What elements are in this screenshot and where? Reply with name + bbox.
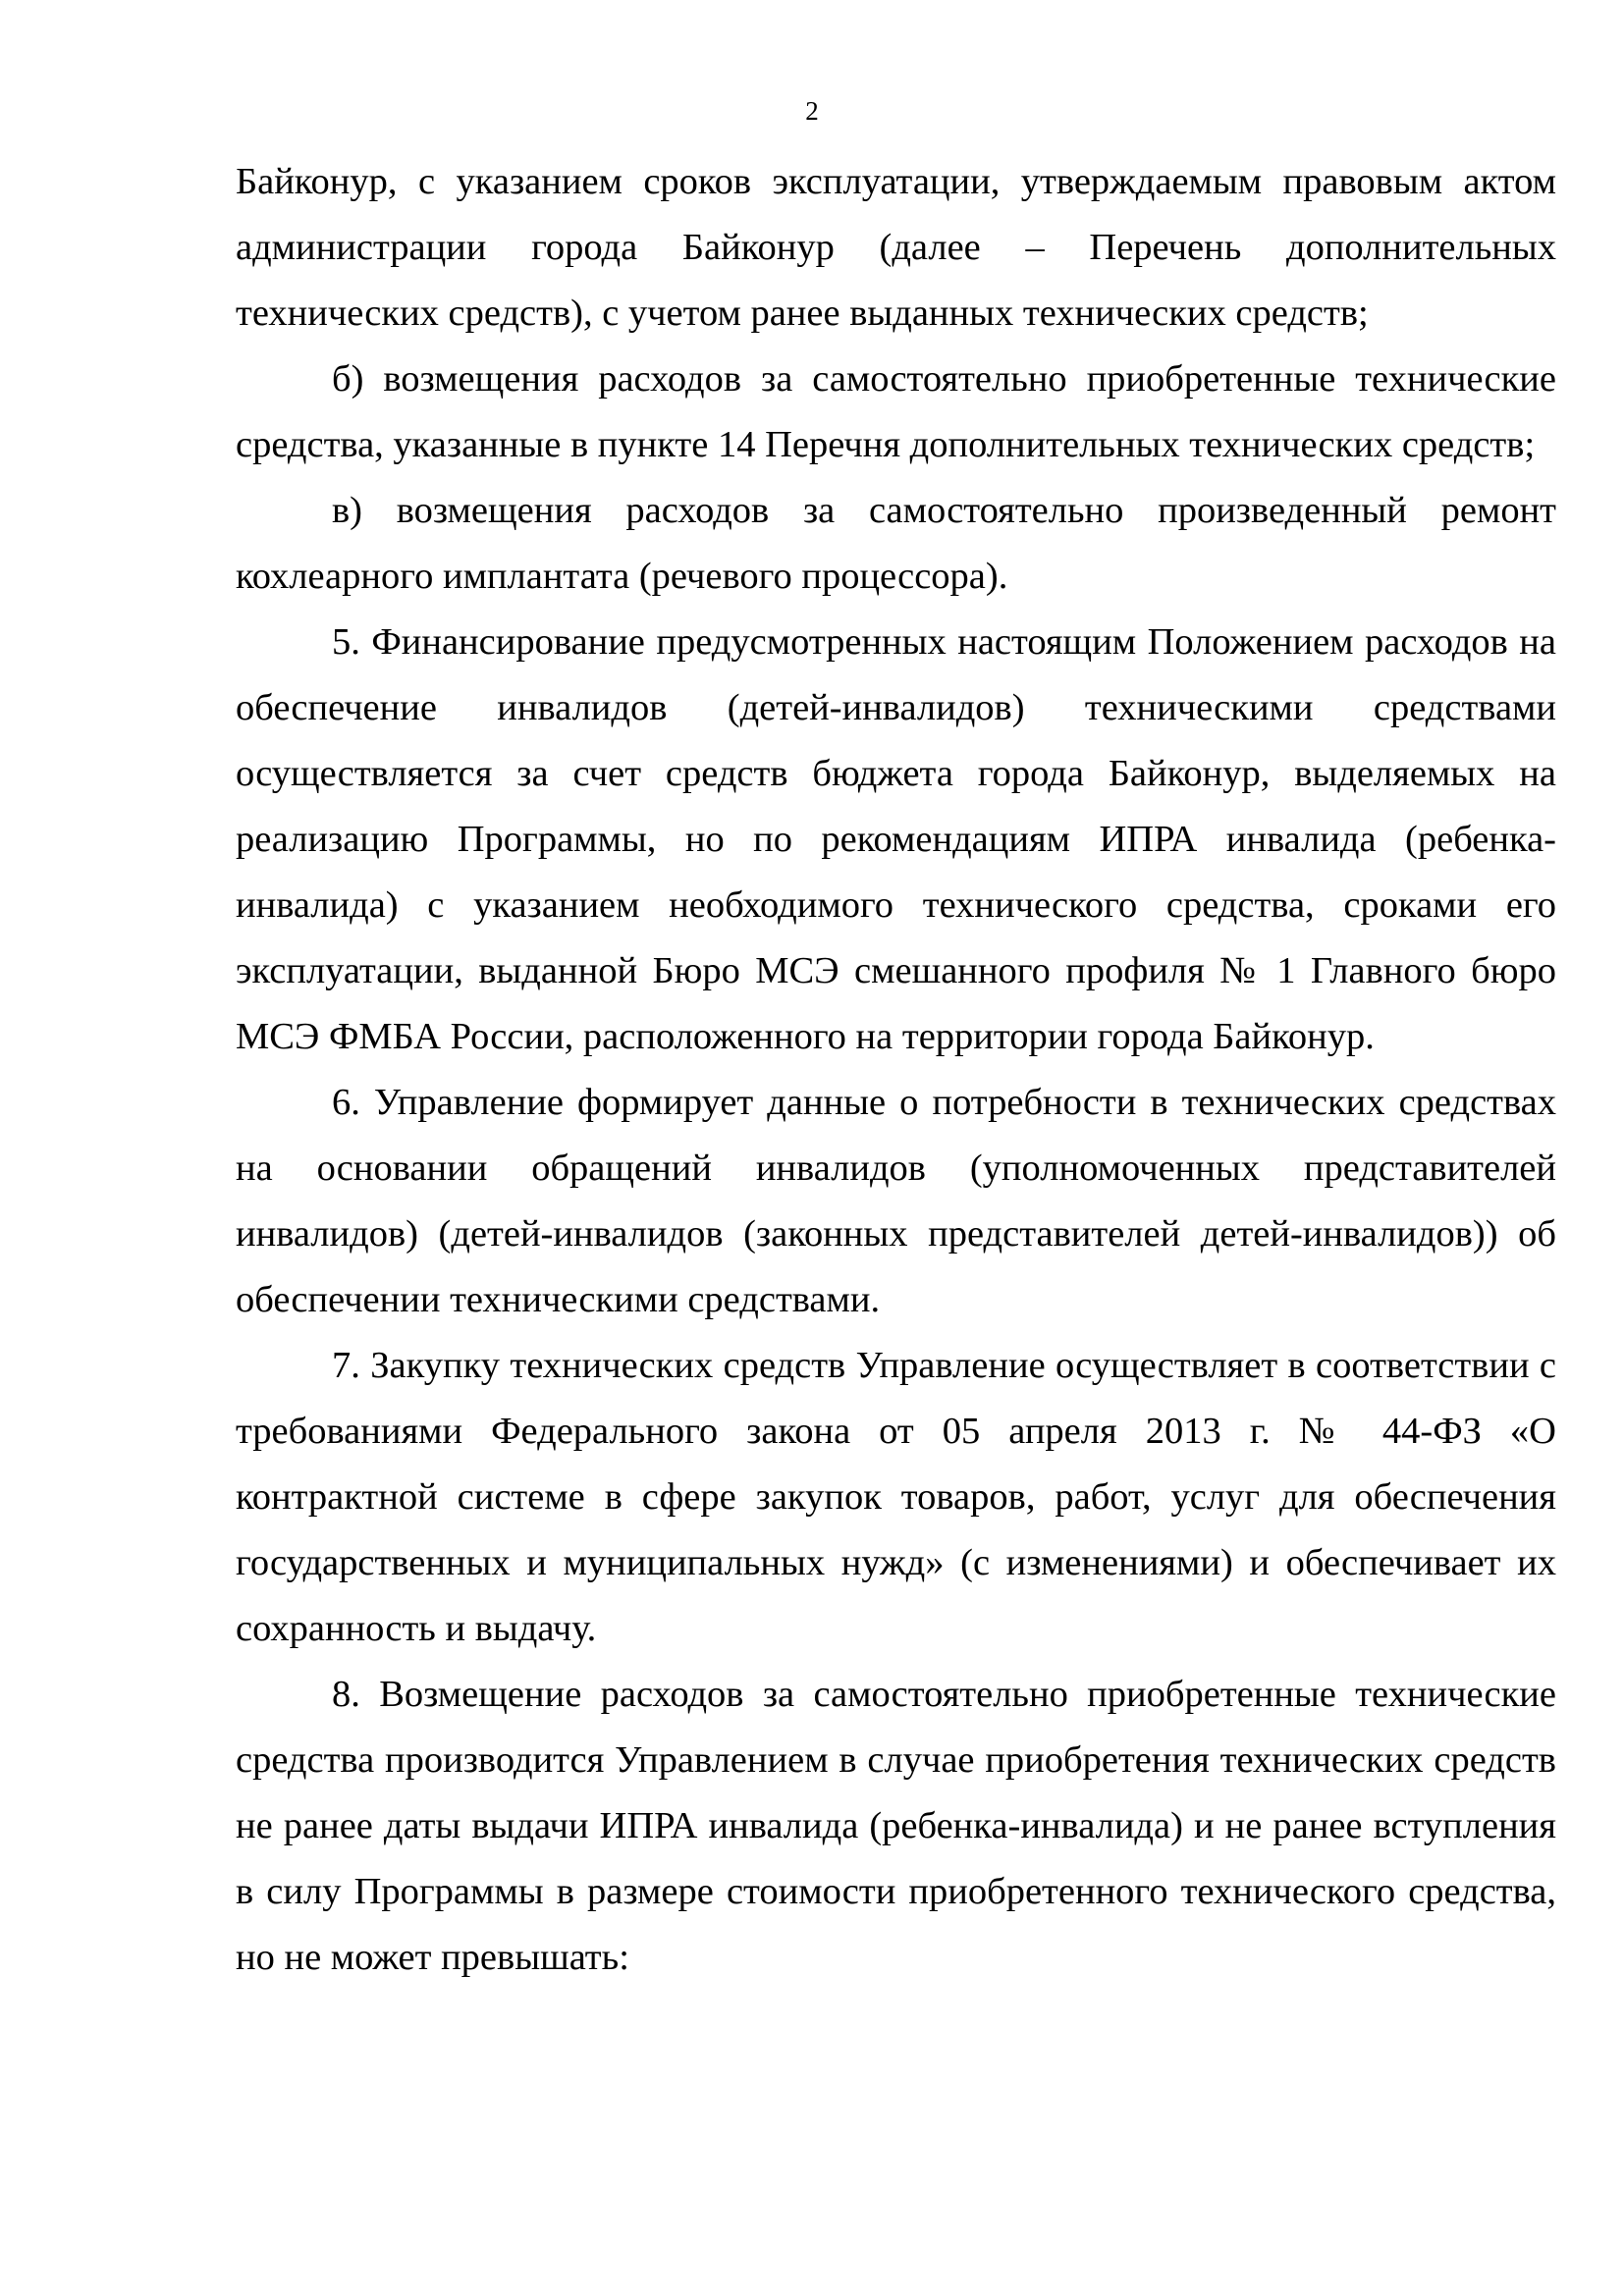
document-body <box>236 149 1556 1991</box>
paragraph-6: 6. Управление формирует данные о потребности в технических средствах на основании обращений инвалидов (уполномоченных представителей инвалидов) (детей-инвалидов (законных представителей детей-инвалидов)) об обеспечении техническими средствами. <box>236 1082 1556 1320</box>
paragraph-5: 5. Финансирование предусмотренных настоящим Положением расходов на обеспечение инвалидов (детей-инвалидов) техническими средствами осуществляется за счет средств бюджета города Байконур, выделяемых на реализацию Программы, но по рекомендациям ИПРА инвалида (ребенка-инвалида) с указанием необходимого технического средства, сроками его эксплуатации, выданной Бюро МСЭ смешанного профиля № 1 Главного бюро МСЭ ФМБА России, расположенного на территории города Байконур. <box>236 621 1556 1057</box>
paragraph-8: 8. Возмещение расходов за самостоятельно приобретенные технические средства производится Управлением в случае приобретения технических средств не ранее даты выдачи ИПРА инвалида (ребенка-инвалида) и не ранее вступления в силу Программы в размере стоимости приобретенного технического средства, но не может превышать: <box>236 1674 1556 1978</box>
paragraph-7: 7. Закупку технических средств Управление осуществляет в соответствии с требованиями Федерального закона от 05 апреля 2013 г. № 44-ФЗ «О контрактной системе в сфере закупок товаров, работ, услуг для обеспечения государственных и муниципальных нужд» (с изменениями) и обеспечивает их сохранность и выдачу. <box>236 1345 1556 1649</box>
paragraph-continuation: Байконур, с указанием сроков эксплуатации, утверждаемым правовым актом администрации города Байконур (далее – Перечень дополнительных технических средств), с учетом ранее выданных технических средств; <box>236 161 1556 334</box>
paragraph-item-b: б) возмещения расходов за самостоятельно приобретенные технические средства, указанные в пункте 14 Перечня дополнительных технических средств; <box>236 358 1556 465</box>
paragraph-item-v: в) возмещения расходов за самостоятельно произведенный ремонт кохлеарного имплантата (речевого процессора). <box>236 490 1556 597</box>
page-number: 2 <box>805 96 819 126</box>
